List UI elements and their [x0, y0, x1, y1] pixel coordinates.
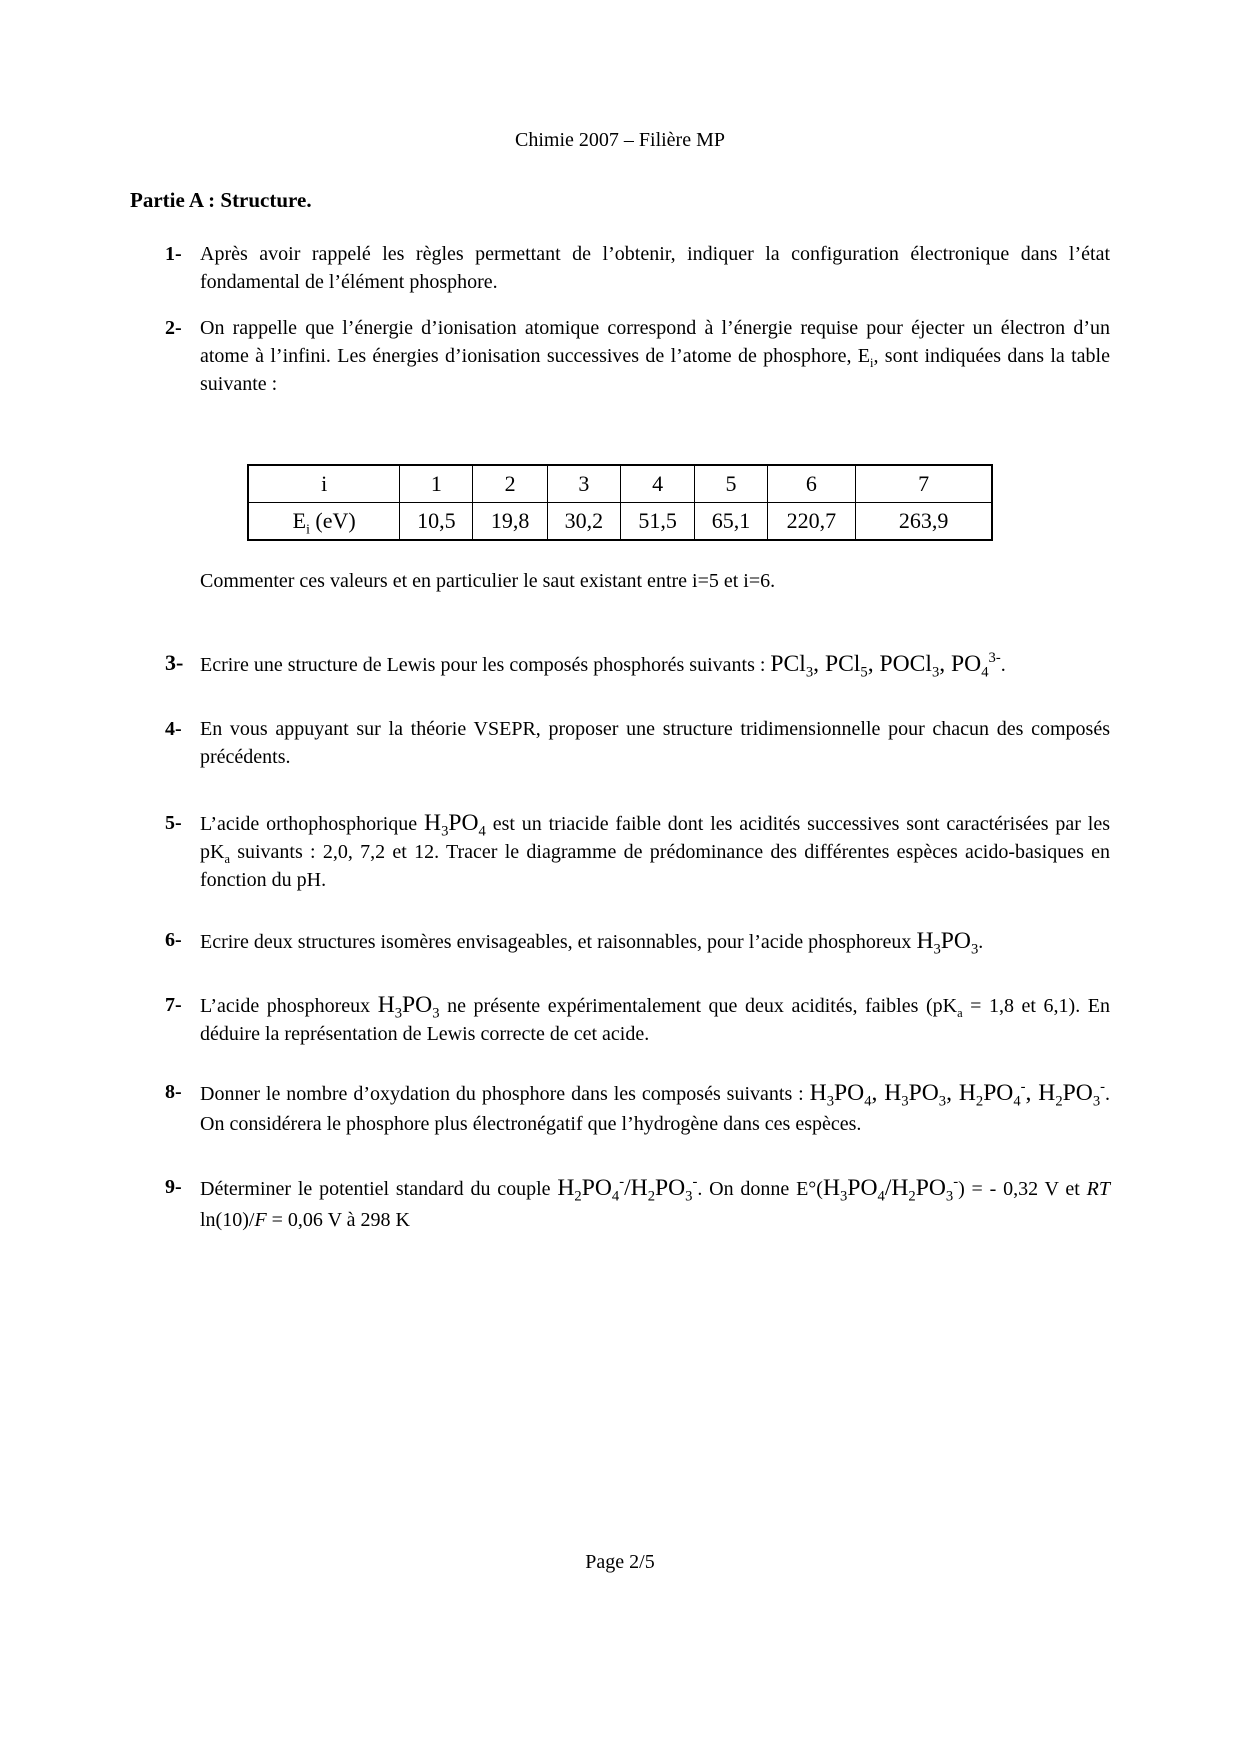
question-6-number: 6-	[165, 929, 182, 951]
table-comment-note: Commenter ces valeurs et en particulier le saut existant entre i=5 et i=6.	[200, 570, 776, 592]
table-header-cell: i	[248, 465, 400, 503]
question-9-number: 9-	[165, 1176, 182, 1198]
table-value-cell: 220,7	[767, 503, 856, 541]
question-3	[130, 649, 1110, 681]
question-6	[130, 926, 1110, 957]
question-4	[130, 715, 1110, 771]
question-5-number: 5-	[165, 812, 182, 834]
table-header-cell: 2	[473, 465, 547, 503]
table-value-cell: 10,5	[400, 503, 473, 541]
table-header-cell: 1	[400, 465, 473, 503]
table-value-cell: 65,1	[695, 503, 767, 541]
question-8	[130, 1078, 1110, 1139]
page-number: Page 2/5	[585, 1551, 655, 1573]
table-value-row	[248, 503, 992, 541]
question-2-number: 2-	[165, 317, 182, 339]
table-header-cell: 3	[547, 465, 620, 503]
table-header-cell: 7	[856, 465, 992, 503]
table-value-cell: 19,8	[473, 503, 547, 541]
question-4-number: 4-	[165, 718, 182, 740]
table-value-cell: 263,9	[856, 503, 992, 541]
question-1	[130, 240, 1110, 296]
table-header-cell: 6	[767, 465, 856, 503]
question-7-text: L’acide phosphoreux $H_3PO_3$ ne présente expérimentalement que deux acidités, faibles ($pK_a = 1,8$ et 6,1). En déduire la représentation de Lewis correcte de cet acide.	[200, 992, 1110, 1045]
question-1-text: Après avoir rappelé les règles permettant de l’obtenir, indiquer la configuration électronique dans l’état fondamental de l’élément phosphore.	[200, 243, 1110, 293]
table-header-row	[248, 465, 992, 503]
question-2-text: On rappelle que l’énergie d’ionisation atomique correspond à l’énergie requise pour éjecter un électron d’un atome à l’infini. Les énergies d’ionisation successives de l’atome de phosphore, $E_i$, sont indiquées dans la table suivante :	[200, 317, 1110, 395]
table-value-cell: 30,2	[547, 503, 620, 541]
question-7-number: 7-	[165, 994, 182, 1016]
question-2	[130, 314, 1110, 398]
question-8-text: Donner le nombre d’oxydation du phosphore dans les composés suivants : $H_3PO_4$, $H_3PO_3$, $H_2PO_4^-$, $H_2PO_3^-$. On considérera le phosphore plus électronégatif que l’hydrogène dans ces espèces.	[200, 1079, 1110, 1135]
table-row-label: $E_i$ (eV)	[248, 503, 400, 541]
question-9	[130, 1173, 1110, 1236]
question-5	[130, 809, 1110, 894]
table-header-cell: 5	[695, 465, 767, 503]
question-1-number: 1-	[165, 243, 182, 265]
table-header-cell: 4	[620, 465, 694, 503]
question-5-text: L’acide orthophosphorique $H_3PO_4$ est un triacide faible dont les acidités successives sont caractérisées par les $pK_a$ suivants : 2,0, 7,2 et 12. Tracer le diagramme de prédominance des différentes espèces acido-basiques en fonction du pH.	[200, 810, 1110, 891]
section-heading: Partie A : Structure.	[130, 188, 312, 212]
question-3-number: 3-	[165, 650, 184, 675]
question-4-text: En vous appuyant sur la théorie VSEPR, proposer une structure tridimensionnelle pour chacun des composés précédents.	[200, 718, 1110, 768]
question-6-text: Ecrire deux structures isomères envisageables, et raisonnables, pour l’acide phosphoreux $H_3PO_3$.	[200, 928, 984, 958]
question-9-text: Déterminer le potentiel standard du couple $H_2PO_4^-/H_2PO_3^-$. On donne $E^\circ(H_3PO_4/H_2PO_3^-)$ = - 0,32 V et RT ln(10)/F = 0,06 V à 298 K	[200, 1174, 1110, 1231]
ionization-energy-table	[247, 464, 993, 541]
question-8-number: 8-	[165, 1081, 182, 1103]
table-value-cell: 51,5	[620, 503, 694, 541]
page-content	[0, 126, 1240, 1236]
question-7	[130, 991, 1110, 1048]
document-title: Chimie 2007 – Filière MP	[515, 129, 725, 151]
question-3-text: Ecrire une structure de Lewis pour les composés phosphorés suivants : PCl$_3$, PCl$_5$, POCl$_3$, $PO_4^{3-}$.	[200, 650, 1006, 681]
